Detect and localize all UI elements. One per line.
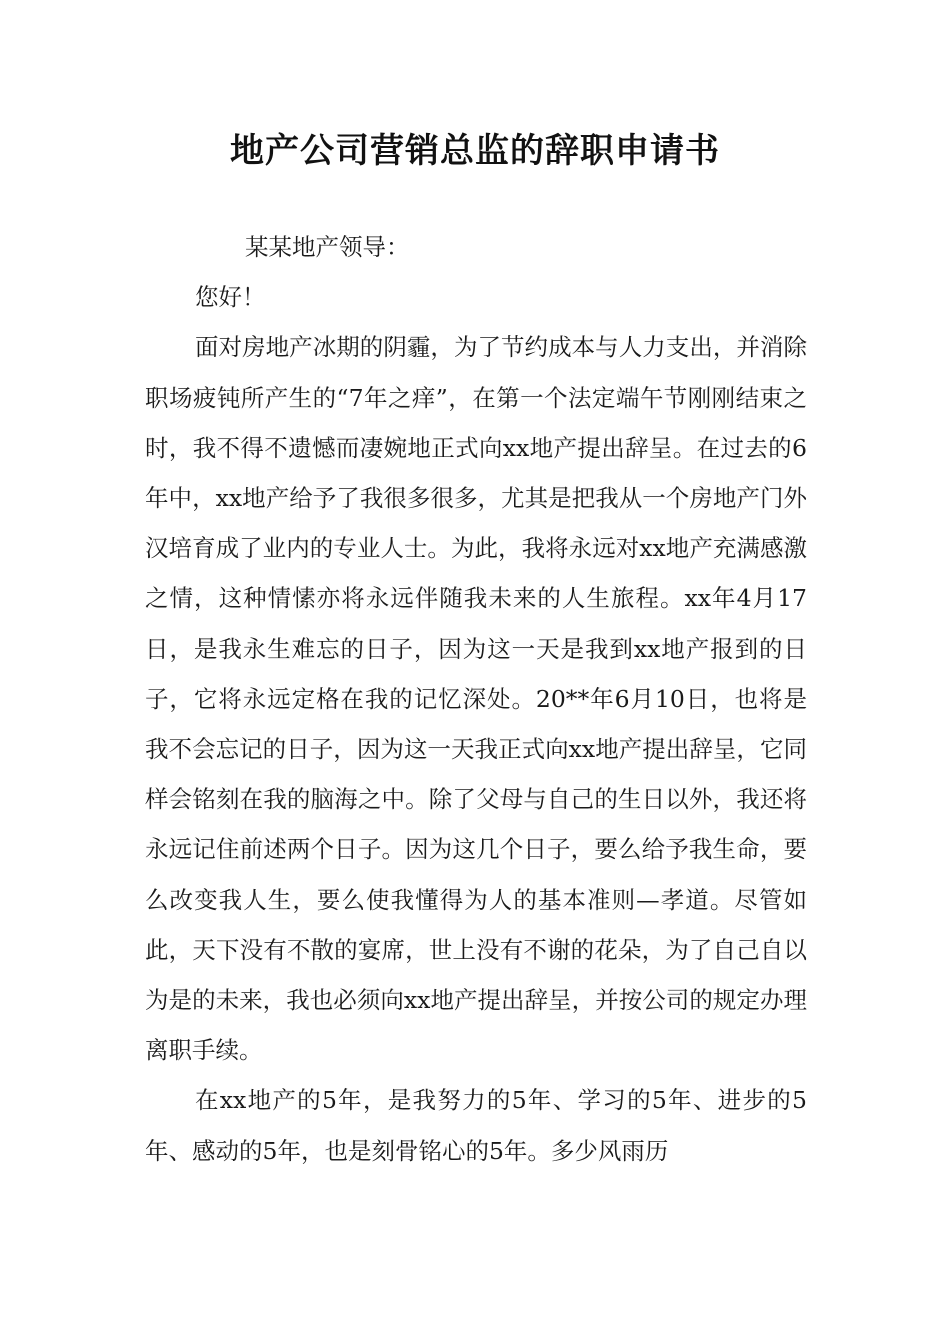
document-body — [145, 222, 807, 1176]
document-title: 地产公司营销总监的辞职申请书 — [230, 131, 720, 171]
greeting: 您好！ — [195, 283, 266, 312]
body-paragraph: 在xx地产的5年，是我努力的5年、学习的5年、进步的5年、感动的5年，也是刻骨铭心的5年。多少风雨历 — [145, 1086, 807, 1165]
salutation: 某某地产领导： — [245, 233, 410, 261]
body-paragraph: 面对房地产冰期的阴霾，为了节约成本与人力支出，并消除职场疲钝所产生的“7年之痒”，在第一个法定端午节刚刚结束之时，我不得不遗憾而凄婉地正式向xx地产提出辞呈。在过去的6年中，xx地产给予了我很多很多，尤其是把我从一个房地产门外汉培育成了业内的专业人士。为此，我将永远对xx地产充满感激之情，这种情愫亦将永远伴随我未来的人生旅程。xx年4月17日，是我永生难忘的日子，因为这一天是我到xx地产报到的日子，它将永远定格在我的记忆深处。20**年6月10日，也将是我不会忘记的日子，因为这一天我正式向xx地产提出辞呈，它同样会铭刻在我的脑海之中。除了父母与自己的生日以外，我还将永远记住前述两个日子。因为这几个日子，要么给予我生命，要么改变我人生，要么使我懂得为人的基本准则—孝道。尽管如此，天下没有不散的宴席，世上没有不谢的花朵，为了自己自以为是的未来，我也必须向xx地产提出辞呈，并按公司的规定办理离职手续。 — [145, 333, 807, 1065]
